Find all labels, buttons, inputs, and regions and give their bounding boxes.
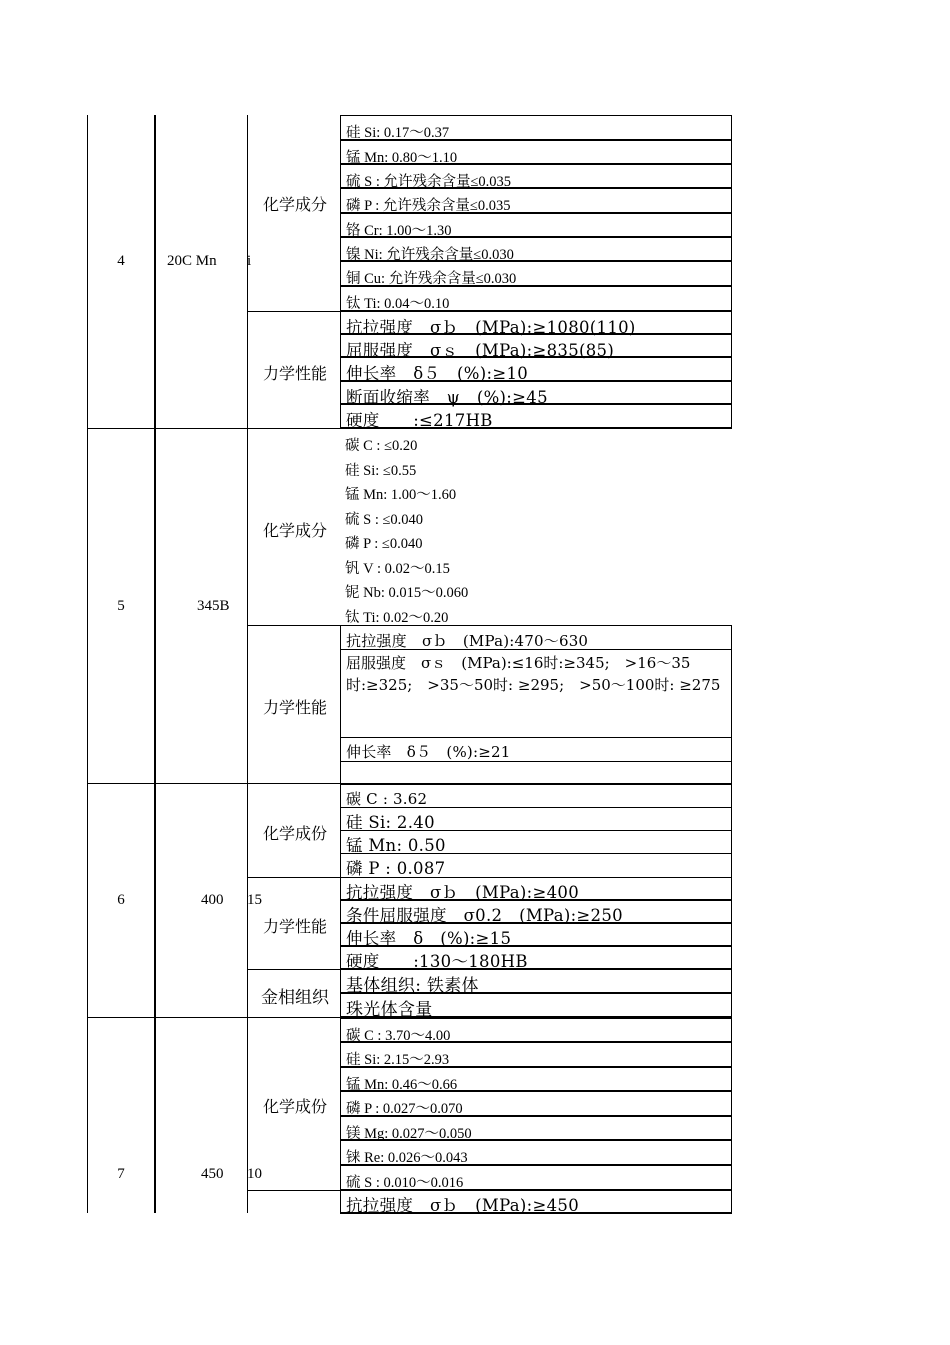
section-separator [247, 1190, 341, 1191]
property-row: 伸长率 δ５ (%):≥10 [340, 357, 732, 382]
property-row: 硅 Si: 2.15～2.93 [340, 1042, 732, 1068]
property-row: 锰 Mn: 1.00～1.60 [345, 487, 457, 503]
section-title: 金相组织 [261, 988, 329, 1007]
property-row: 碳 C : ≤0.20 [345, 438, 418, 454]
section-title: 力学性能 [262, 366, 327, 383]
material-code: 20C Mn [167, 253, 217, 269]
section-separator [247, 969, 341, 970]
property-row: 硫 S : 允许残余含量≤0.035 [340, 164, 732, 189]
property-row: 断面收缩率 ψ (%):≥45 [340, 381, 732, 405]
property-row: 硫 S : ≤0.040 [345, 512, 424, 528]
property-row: 锰 Mn: 0.80～1.10 [340, 140, 732, 165]
property-row: 硅 Si: 2.40 [340, 807, 732, 831]
section-title: 化学成份 [262, 826, 327, 843]
property-row: 碳 C : 3.70～4.00 [340, 1018, 732, 1043]
property-row: 锰 Mn: 0.46～0.66 [340, 1067, 732, 1092]
property-row: 硅 Si: ≤0.55 [345, 463, 417, 479]
column-divider-1 [154, 115, 156, 1213]
material-code-tail: i [247, 253, 252, 269]
property-row: 抗拉强度 σｂ (MPa):≥400 [340, 877, 732, 901]
section-separator [247, 625, 341, 626]
material-code-tail: 15 [247, 892, 262, 908]
property-row: 铜 Cu: 允许残余含量≤0.030 [340, 261, 732, 287]
property-row: 硬度 :≤217HB [340, 404, 732, 429]
group-number: 6 [117, 892, 125, 908]
group-separator [87, 783, 341, 784]
property-row: 抗拉强度 σｂ (MPa):470～630 [340, 625, 732, 650]
group-number: 5 [117, 598, 125, 614]
property-row: 抗拉强度 σｂ (MPa):≥1080(110) [340, 311, 732, 335]
column-divider-2 [247, 115, 248, 1213]
property-row: 磷 P : 0.087 [340, 853, 732, 878]
property-row: 钒 V : 0.02～0.15 [345, 561, 450, 577]
property-row-multiline: 屈服强度 σｓ (MPa):≤16时:≥345; >16～35时:≥325; >35～50时: ≥295; >50～100时: ≥275 [340, 649, 732, 738]
group-number: 4 [117, 253, 125, 269]
property-row: 基体组织: 铁素体 [340, 969, 732, 994]
material-code: 450 [201, 1166, 224, 1182]
group-separator [87, 1017, 341, 1018]
property-row: 伸长率 δ５ (%):≥21 [340, 737, 732, 762]
property-row: 磷 P : ≤0.040 [345, 536, 423, 552]
section-title: 力学性能 [262, 700, 327, 717]
property-row: 镁 Mg: 0.027～0.050 [340, 1116, 732, 1141]
property-row: 铬 Cr: 1.00～1.30 [340, 213, 732, 238]
property-row: 铼 Re: 0.026～0.043 [340, 1140, 732, 1166]
material-code: 345B [197, 598, 230, 614]
property-row: 钛 Ti: 0.04～0.10 [340, 286, 732, 312]
section-title: 力学性能 [262, 919, 327, 936]
property-row: 抗拉强度 σｂ (MPa):≥450 [340, 1190, 732, 1214]
property-row: 镍 Ni: 允许残余含量≤0.030 [340, 237, 732, 262]
material-code: 400 [201, 892, 224, 908]
left-border-line [87, 115, 88, 1213]
group-separator [87, 428, 341, 429]
property-row: 硫 S : 0.010～0.016 [340, 1165, 732, 1191]
section-separator [247, 311, 341, 312]
material-code-tail: 10 [247, 1166, 262, 1182]
property-row: 硬度 :130～180HB [340, 946, 732, 970]
property-row: 碳 C : 3.62 [340, 784, 732, 808]
property-row: 钛 Ti: 0.02～0.20 [345, 610, 449, 626]
property-row: 锰 Mn: 0.50 [340, 830, 732, 854]
section-title: 化学成分 [262, 523, 327, 540]
empty-row [340, 761, 732, 784]
property-row: 伸长率 δ (%):≥15 [340, 923, 732, 947]
group-number: 7 [117, 1166, 125, 1182]
section-title: 化学成份 [262, 1099, 327, 1116]
property-row: 屈服强度 σｓ (MPa):≥835(85) [340, 334, 732, 358]
property-row: 铌 Nb: 0.015～0.060 [345, 585, 469, 601]
property-row: 珠光体含量 [340, 993, 732, 1018]
section-separator [247, 877, 341, 878]
property-row: 磷 P : 0.027～0.070 [340, 1091, 732, 1117]
property-row: 硅 Si: 0.17～0.37 [340, 115, 732, 141]
property-row: 条件屈服强度 σ0.2 (MPa):≥250 [340, 900, 732, 924]
property-row: 磷 P : 允许残余含量≤0.035 [340, 188, 732, 214]
section-title: 化学成分 [262, 197, 327, 214]
